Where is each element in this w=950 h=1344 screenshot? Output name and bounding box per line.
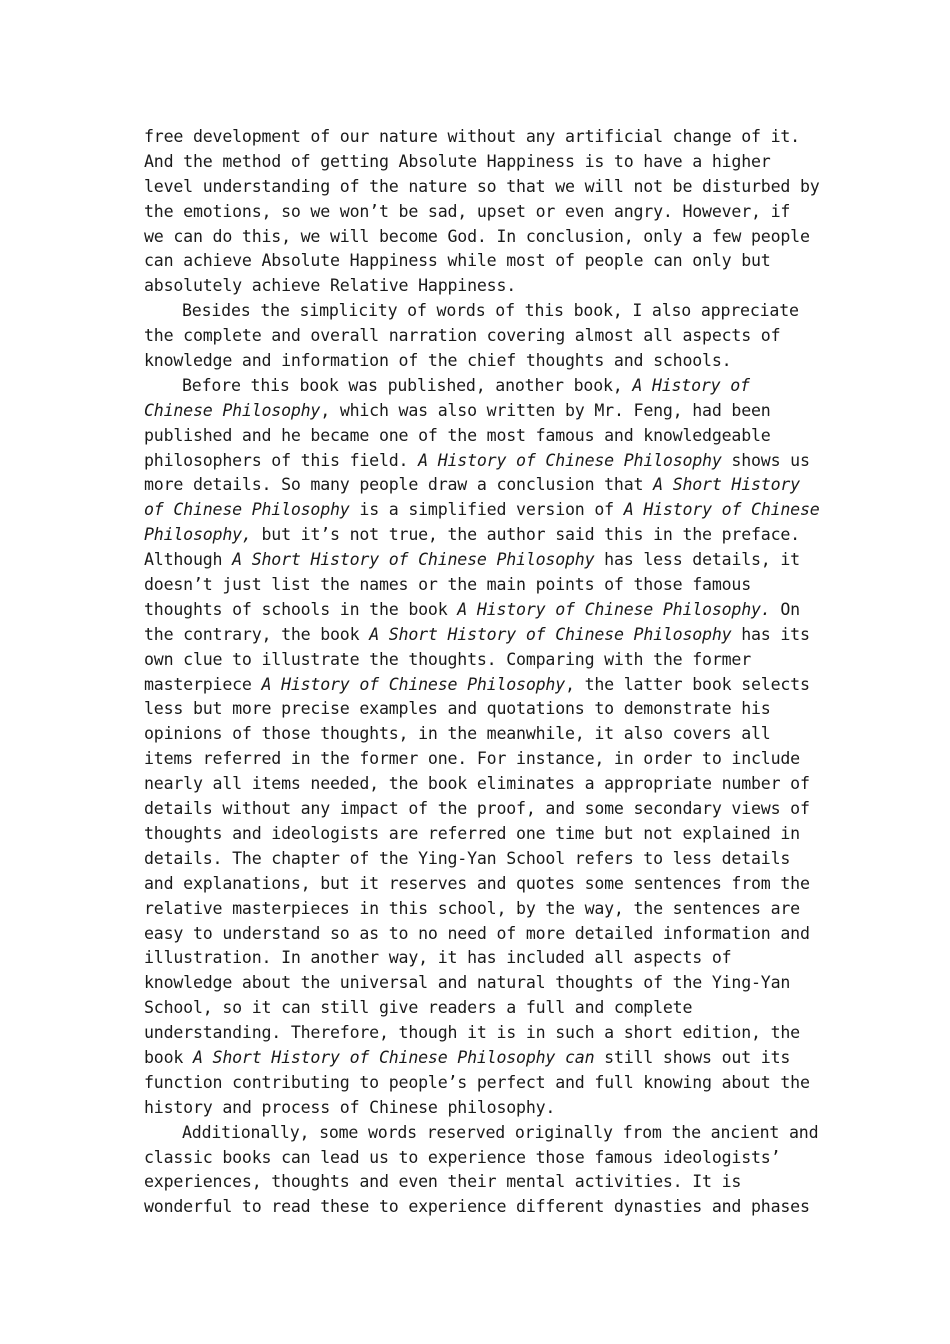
text-line [144, 673, 824, 698]
text-segment: published and he became one of the most famous and knowledgeable [144, 425, 771, 445]
text-line [144, 946, 824, 971]
text-line [144, 847, 824, 872]
text-line [144, 996, 824, 1021]
text-line [144, 822, 824, 847]
text-segment: and explanations, but it reserves and quotes some sentences from the [144, 873, 810, 893]
book-title-italic: Chinese Philosophy [144, 400, 321, 420]
text-segment: On [770, 599, 800, 619]
text-line [144, 523, 824, 548]
text-line [144, 498, 824, 523]
text-segment: knowledge and information of the chief thoughts and schools. [144, 351, 732, 371]
text-segment: classic books can lead us to experience those famous ideologists’ [144, 1147, 781, 1167]
text-segment: knowledge about the universal and natural thoughts of the Ying-Yan [144, 973, 791, 993]
text-segment: items referred in the former one. For instance, in order to include [144, 749, 800, 769]
text-line [144, 872, 824, 897]
text-line [144, 324, 824, 349]
text-line [144, 225, 824, 250]
paragraph-start-line [144, 1121, 824, 1146]
text-segment: illustration. In another way, it has included all aspects of [144, 948, 732, 968]
text-line [144, 1146, 824, 1171]
text-segment: but it’s not true, the author said this in the preface. [251, 525, 800, 545]
text-segment: absolutely achieve Relative Happiness. [144, 276, 517, 296]
text-line [144, 797, 824, 822]
text-segment: School, so it can still give readers a full and complete [144, 998, 693, 1018]
paragraph-start-line [144, 374, 824, 399]
text-line [144, 1021, 824, 1046]
book-title-italic: A History of Chinese Philosophy [261, 674, 565, 694]
text-segment: Additionally, some words reserved originally from the ancient and [182, 1122, 819, 1142]
text-line [144, 722, 824, 747]
text-line [144, 922, 824, 947]
text-segment: , which was also written by Mr. Feng, had been [320, 400, 771, 420]
text-line [144, 897, 824, 922]
book-title-italic: A History of Chinese Philosophy [418, 450, 722, 470]
text-segment: shows us [721, 450, 810, 470]
text-segment: details without any impact of the proof, and some secondary views of [144, 799, 810, 819]
text-segment: thoughts and ideologists are referred one time but not explained in [144, 823, 800, 843]
text-segment: details. The chapter of the Ying-Yan School refers to less details [144, 848, 791, 868]
text-line [144, 573, 824, 598]
text-segment: free development of our nature without any artificial change of it. [144, 127, 800, 146]
book-title-italic: A Short History of Chinese Philosophy [369, 624, 732, 644]
text-segment: can achieve Absolute Happiness while most of people can only but [144, 251, 771, 271]
text-segment: function contributing to people’s perfect and full knowing about the [144, 1072, 810, 1092]
book-title-italic: Philosophy, [144, 525, 252, 545]
text-line [144, 1170, 824, 1195]
text-segment: And the method of getting Absolute Happiness is to have a higher [144, 151, 771, 171]
text-line [144, 200, 824, 225]
text-line [144, 598, 824, 623]
text-segment: is a simplified version of [349, 500, 624, 520]
text-line [144, 1195, 824, 1220]
text-segment: easy to understand so as to no need of more detailed information and [144, 923, 810, 943]
text-line [144, 971, 824, 996]
book-title-italic: A Short History of Chinese Philosophy can [192, 1047, 595, 1067]
text-line [144, 772, 824, 797]
text-segment: experiences, thoughts and even their mental activities. It is [144, 1172, 742, 1192]
text-segment: Besides the simplicity of words of this book, I also appreciate [182, 301, 799, 321]
text-segment: relative masterpieces in this school, by the way, the sentences are [144, 898, 800, 918]
text-segment: philosophers of this field. [144, 450, 419, 470]
text-segment: we can do this, we will become God. In conclusion, only a few people [144, 226, 810, 246]
text-line [144, 1096, 824, 1121]
book-title-italic: A History of Chinese Philosophy. [457, 599, 771, 619]
text-line [144, 648, 824, 673]
text-line [144, 349, 824, 374]
text-line [144, 548, 824, 573]
text-segment: Although [144, 550, 233, 570]
text-line [144, 150, 824, 175]
text-segment: has its [731, 624, 810, 644]
text-line [144, 274, 824, 299]
text-line [144, 623, 824, 648]
text-segment: less but more precise examples and quotations to demonstrate his [144, 699, 771, 719]
text-segment: own clue to illustrate the thoughts. Comparing with the former [144, 649, 751, 669]
book-title-italic: A Short History of Chinese Philosophy [232, 550, 595, 570]
text-line [144, 249, 824, 274]
text-segment: thoughts of schools in the book [144, 599, 458, 619]
text-segment: has less details, it [594, 550, 800, 570]
book-title-italic: of Chinese Philosophy [144, 500, 350, 520]
text-segment: still shows out its [594, 1047, 791, 1067]
text-line [144, 697, 824, 722]
text-segment: history and process of Chinese philosophy. [144, 1097, 556, 1117]
text-line [144, 125, 824, 150]
text-segment: book [144, 1047, 193, 1067]
text-line [144, 399, 824, 424]
text-segment: masterpiece [144, 674, 262, 694]
text-segment: nearly all items needed, the book eliminates a appropriate number of [144, 774, 810, 794]
text-line [144, 473, 824, 498]
text-segment: Before this book was published, another book, [182, 375, 633, 395]
text-line [144, 449, 824, 474]
text-segment: doesn’t just list the names or the main points of those famous [144, 575, 751, 595]
text-line [144, 424, 824, 449]
text-segment: the complete and overall narration covering almost all aspects of [144, 326, 781, 346]
text-segment: more details. So many people draw a conclusion that [144, 475, 654, 495]
text-segment: the emotions, so we won’t be sad, upset or even angry. However, if [144, 201, 791, 221]
text-segment: , the latter book selects [564, 674, 810, 694]
text-segment: the contrary, the book [144, 624, 370, 644]
text-line [144, 1046, 824, 1071]
text-line [144, 747, 824, 772]
paragraph-start-line [144, 299, 824, 324]
text-segment: wonderful to read these to experience different dynasties and phases [144, 1197, 810, 1217]
book-title-italic: A History of Chinese [623, 500, 820, 520]
body-text [144, 125, 824, 1220]
book-title-italic: A History of [632, 375, 750, 395]
book-title-italic: A Short History [653, 475, 800, 495]
text-segment: understanding. Therefore, though it is in such a short edition, the [144, 1023, 800, 1043]
text-line [144, 1071, 824, 1096]
text-line [144, 175, 824, 200]
text-segment: opinions of those thoughts, in the meanwhile, it also covers all [144, 724, 771, 744]
text-segment: level understanding of the nature so that we will not be disturbed by [144, 176, 820, 196]
